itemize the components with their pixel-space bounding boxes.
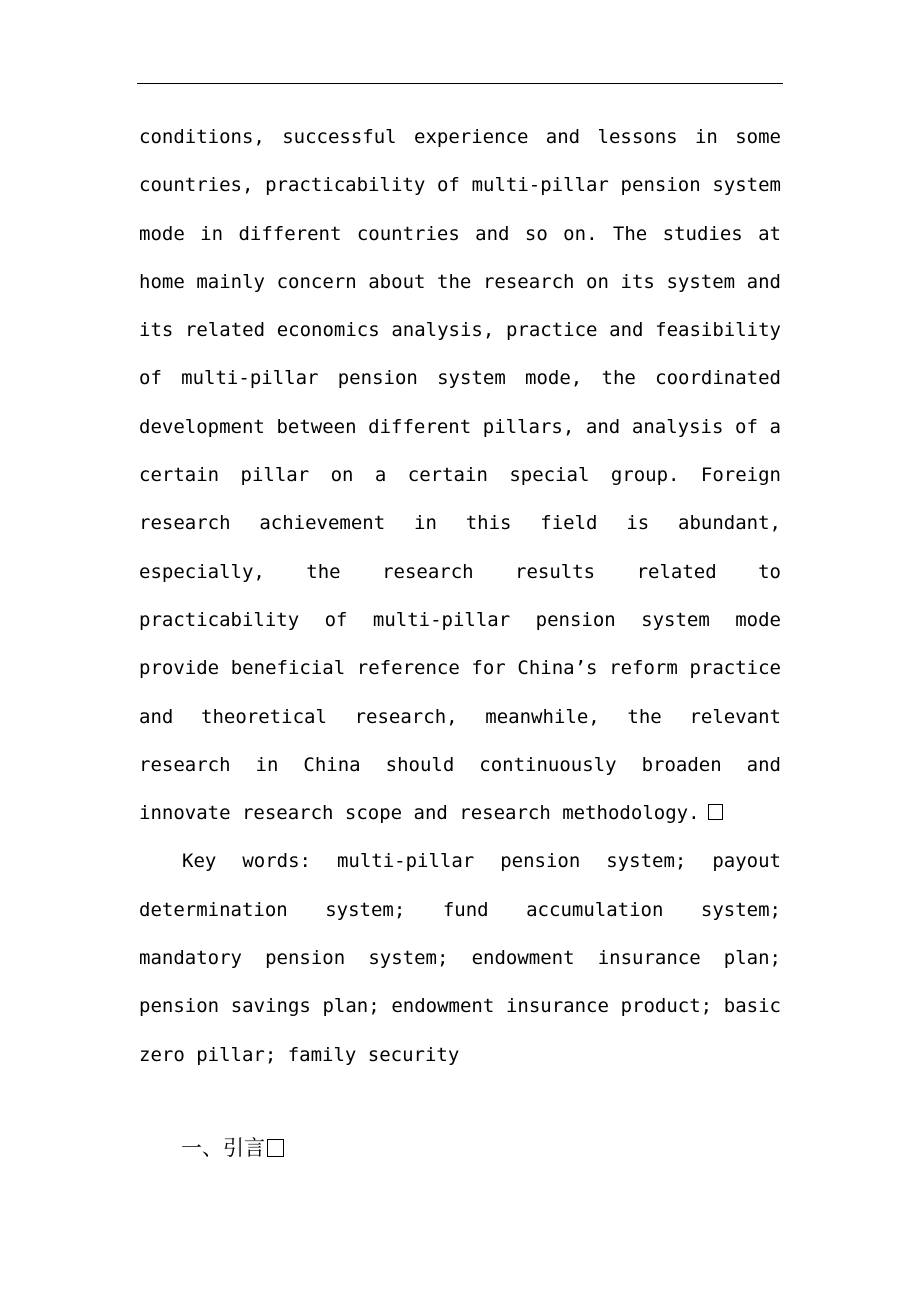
abstract-text: conditions, successful experience and lessons in some countries, practicability of multi-pillar pension system mode in different countries and so on. The studies at home mainly concern about the research on its system and its related economics analysis, practice and feasibility of multi-pillar pension system mode, the coordinated development between different pillars, and analysis of a certain pillar on a certain special group. Foreign research achievement in this field is abundant, especially, the research results related to practicability of multi-pillar pension system mode provide beneficial reference for China’s reform practice and theoretical research, meanwhile, the relevant research in China should continuously broaden and innovate research scope and research methodology. bbox=[139, 126, 781, 825]
document-body bbox=[139, 113, 781, 1079]
section-heading-text: 一、引言 bbox=[181, 1136, 265, 1160]
keywords-paragraph: Key words: multi-pillar pension system; payout determination system; fund accumulation system; mandatory pension system; endowment insurance plan; pension savings plan; endowment insurance product; basic zero pillar; family security bbox=[139, 850, 781, 1066]
placeholder-box-icon bbox=[267, 1139, 284, 1157]
section-heading bbox=[181, 1126, 284, 1170]
placeholder-box-icon bbox=[708, 804, 723, 820]
abstract-paragraph bbox=[139, 113, 781, 837]
header-rule bbox=[137, 83, 783, 84]
